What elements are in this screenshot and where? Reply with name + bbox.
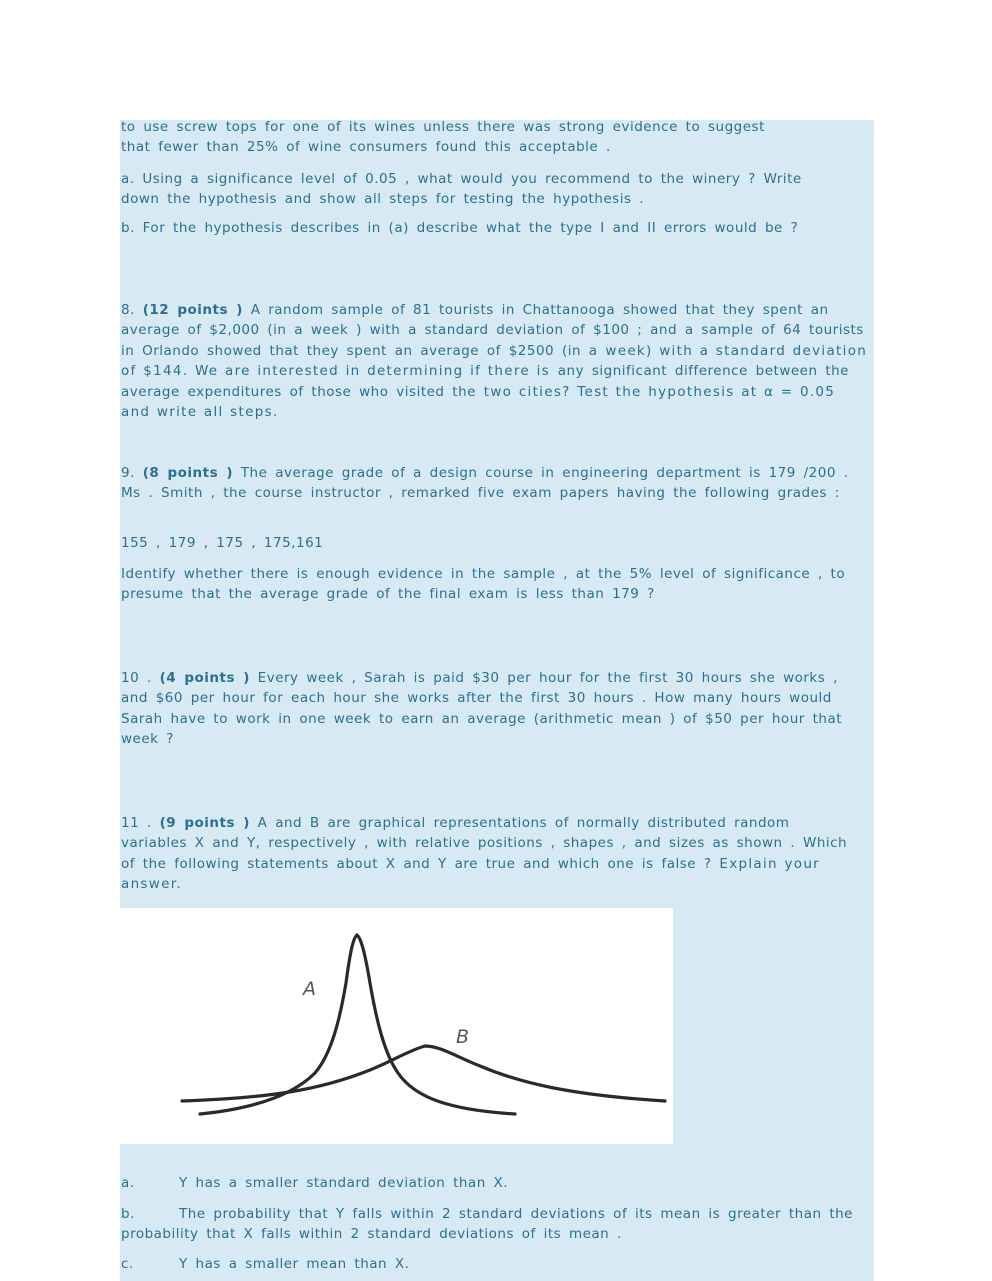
q8-text: A random sample of 81 tourists in Chattanooga showed that they spent an average of $2,000 (in a week ) with a standard deviation of $100 ; and a sample of 64 tourists in Orlando showed that they spent an average of $2500 (in a: [121, 302, 864, 359]
question-9: [121, 463, 856, 504]
curve-b: [182, 1046, 665, 1101]
curve-a: [200, 935, 515, 1114]
curve-a-label: A: [303, 978, 316, 1000]
curve-b-label: B: [456, 1026, 470, 1048]
option-b: [121, 1204, 861, 1245]
option-a: [121, 1173, 871, 1193]
q11-text: A and B are graphical representations of normally distributed random variables X and Y, respectively , with relative positions , shapes , and sizes as shown . Which of the following statements about X and Y are true and which one is false ?: [121, 815, 848, 872]
q10-points: (4 points ): [159, 670, 250, 686]
q11-number: 11 .: [121, 815, 152, 831]
q10-text: Every week , Sarah is paid $30 per hour for the first 30 hours she works , and $60 per hour for each hour she works after the first 30 hours . How many hours would Sarah have to work in one week to earn an average (arithmetic mean ) of $50 per hour that week ?: [121, 670, 843, 748]
option-c: [121, 1254, 871, 1274]
q8-text-wide-2: two cities? Test the hypothesis at α = 0.05 and write all steps.: [121, 383, 836, 421]
q7-intro-line1: to use screw tops for one of its wines unless there was strong evidence to suggest: [121, 119, 765, 135]
normal-distribution-figure: [120, 908, 673, 1144]
option-a-letter: a.: [121, 1175, 135, 1191]
q8-points: (12 points ): [142, 302, 243, 318]
q7-intro-line2: that fewer than 25% of wine consumers found this acceptable .: [121, 139, 611, 156]
q11-points: (9 points ): [159, 815, 250, 831]
question-8: [121, 300, 871, 422]
option-b-letter: b.: [121, 1206, 135, 1222]
question-11: [121, 813, 861, 895]
q11-text-wide: Explain your answer.: [121, 855, 821, 893]
question-10: [121, 668, 861, 750]
q7-part-a: a. Using a significance level of 0.05 , what would you recommend to the winery ? Write down the hypothesis and show all steps for testing the hypothesis .: [121, 171, 802, 208]
q8-text-2: any significant difference between the average expenditures of those who visited the: [121, 363, 849, 400]
option-a-text: Y has a smaller standard deviation than X.: [179, 1175, 509, 1191]
q7-intro: [121, 117, 871, 158]
q10-number: 10 .: [121, 670, 152, 686]
q9-question: Identify whether there is enough evidence in the sample , at the 5% level of significance , to presume that the average grade of the final exam is less than 179 ?: [121, 566, 846, 603]
option-b-text: The probability that Y falls within 2 standard deviations of its mean is greater than the probability that X falls within 2 standard deviations of its mean .: [121, 1206, 853, 1243]
q7-part-b: b. For the hypothesis describes in (a) describe what the type I and II errors would be ?: [121, 220, 799, 236]
q9-text: The average grade of a design course in engineering department is 179 /200 . Ms . Smith , the course instructor , remarked five exam papers having the following grades :: [121, 465, 849, 502]
q9-points: (8 points ): [142, 465, 233, 481]
distribution-curves-svg: [120, 908, 673, 1144]
option-c-letter: c.: [121, 1256, 134, 1272]
q8-number: 8.: [121, 302, 135, 318]
q9-number: 9.: [121, 465, 135, 481]
q8-text-wide: week) with a standard deviation of $144. We are interested in determining if there is: [121, 342, 868, 380]
option-c-text: Y has a smaller mean than X.: [179, 1256, 410, 1272]
q9-grades: 155 , 179 , 175 , 175,161: [121, 535, 324, 551]
